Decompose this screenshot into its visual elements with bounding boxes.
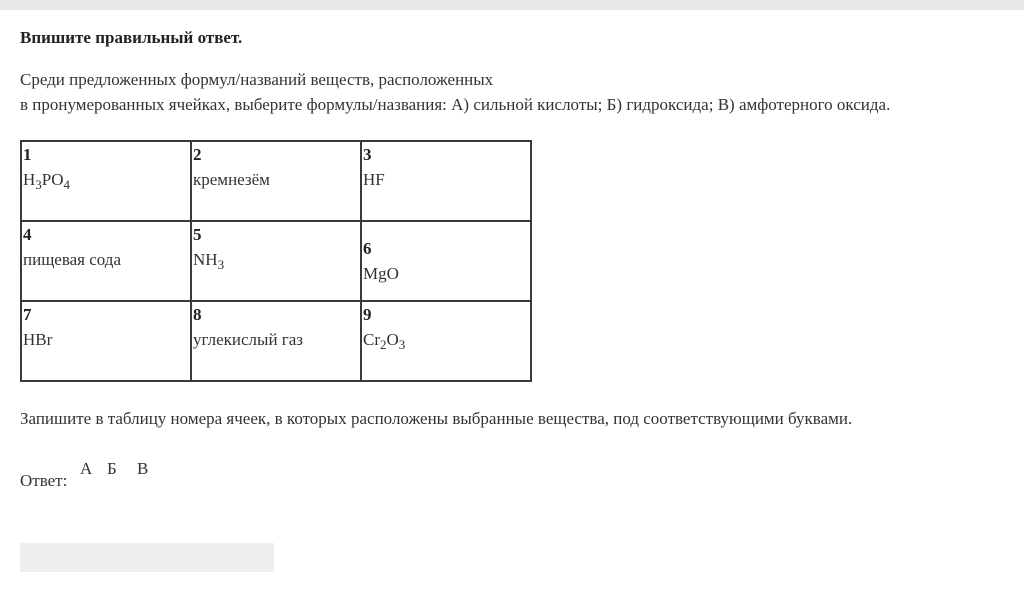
- answer-letters: [80, 459, 164, 479]
- table-cell: [361, 301, 531, 381]
- question-text: [20, 67, 1010, 117]
- cell-value: пищевая сода: [23, 250, 121, 269]
- question-line-1: Среди предложенных формул/названий веществ, расположенных: [20, 70, 494, 89]
- cell-value: углекислый газ: [193, 330, 304, 349]
- answer-label: Ответ:: [20, 471, 68, 490]
- table-cell: [361, 141, 531, 221]
- cell-number: 4: [23, 225, 32, 244]
- table-cell: [191, 141, 361, 221]
- top-bar: [0, 0, 1024, 10]
- task-instruction: Впишите правильный ответ.: [20, 28, 243, 47]
- substances-table: [20, 140, 532, 382]
- answer-input[interactable]: [20, 543, 274, 572]
- cell-value: HF: [363, 170, 385, 189]
- table-cell: [21, 141, 191, 221]
- answer-letter-a: А: [80, 459, 93, 478]
- record-instruction: Запишите в таблицу номера ячеек, в которых расположены выбранные вещества, под соответствующими буквами.: [20, 409, 853, 428]
- cell-value: MgO: [363, 263, 399, 283]
- table-cell: [191, 221, 361, 301]
- cell-number: 8: [193, 305, 202, 324]
- cell-number: 6: [363, 238, 372, 258]
- cell-value: $Cr_2O_3$: [363, 330, 406, 352]
- cell-number: 3: [363, 145, 372, 164]
- cell-number: 5: [193, 225, 202, 244]
- table-cell: [191, 301, 361, 381]
- answer-letter-b: Б: [107, 459, 117, 478]
- cell-number: 9: [363, 305, 372, 324]
- cell-value: кремнезём: [193, 170, 270, 189]
- cell-number: 7: [23, 305, 32, 324]
- cell-value: $NH_3$: [193, 250, 225, 272]
- cell-value: HBr: [23, 330, 53, 349]
- table-cell: [21, 301, 191, 381]
- table-cell: [361, 221, 531, 301]
- cell-number: 2: [193, 145, 202, 164]
- answer-letter-v: В: [137, 459, 149, 478]
- question-line-2: в пронумерованных ячейках, выберите формулы/названия: А) сильной кислоты; Б) гидроксида; В) амфотерного оксида.: [20, 95, 891, 114]
- cell-value: $H_3PO_4$: [23, 170, 71, 192]
- cell-number: 1: [23, 145, 32, 164]
- table-cell: [21, 221, 191, 301]
